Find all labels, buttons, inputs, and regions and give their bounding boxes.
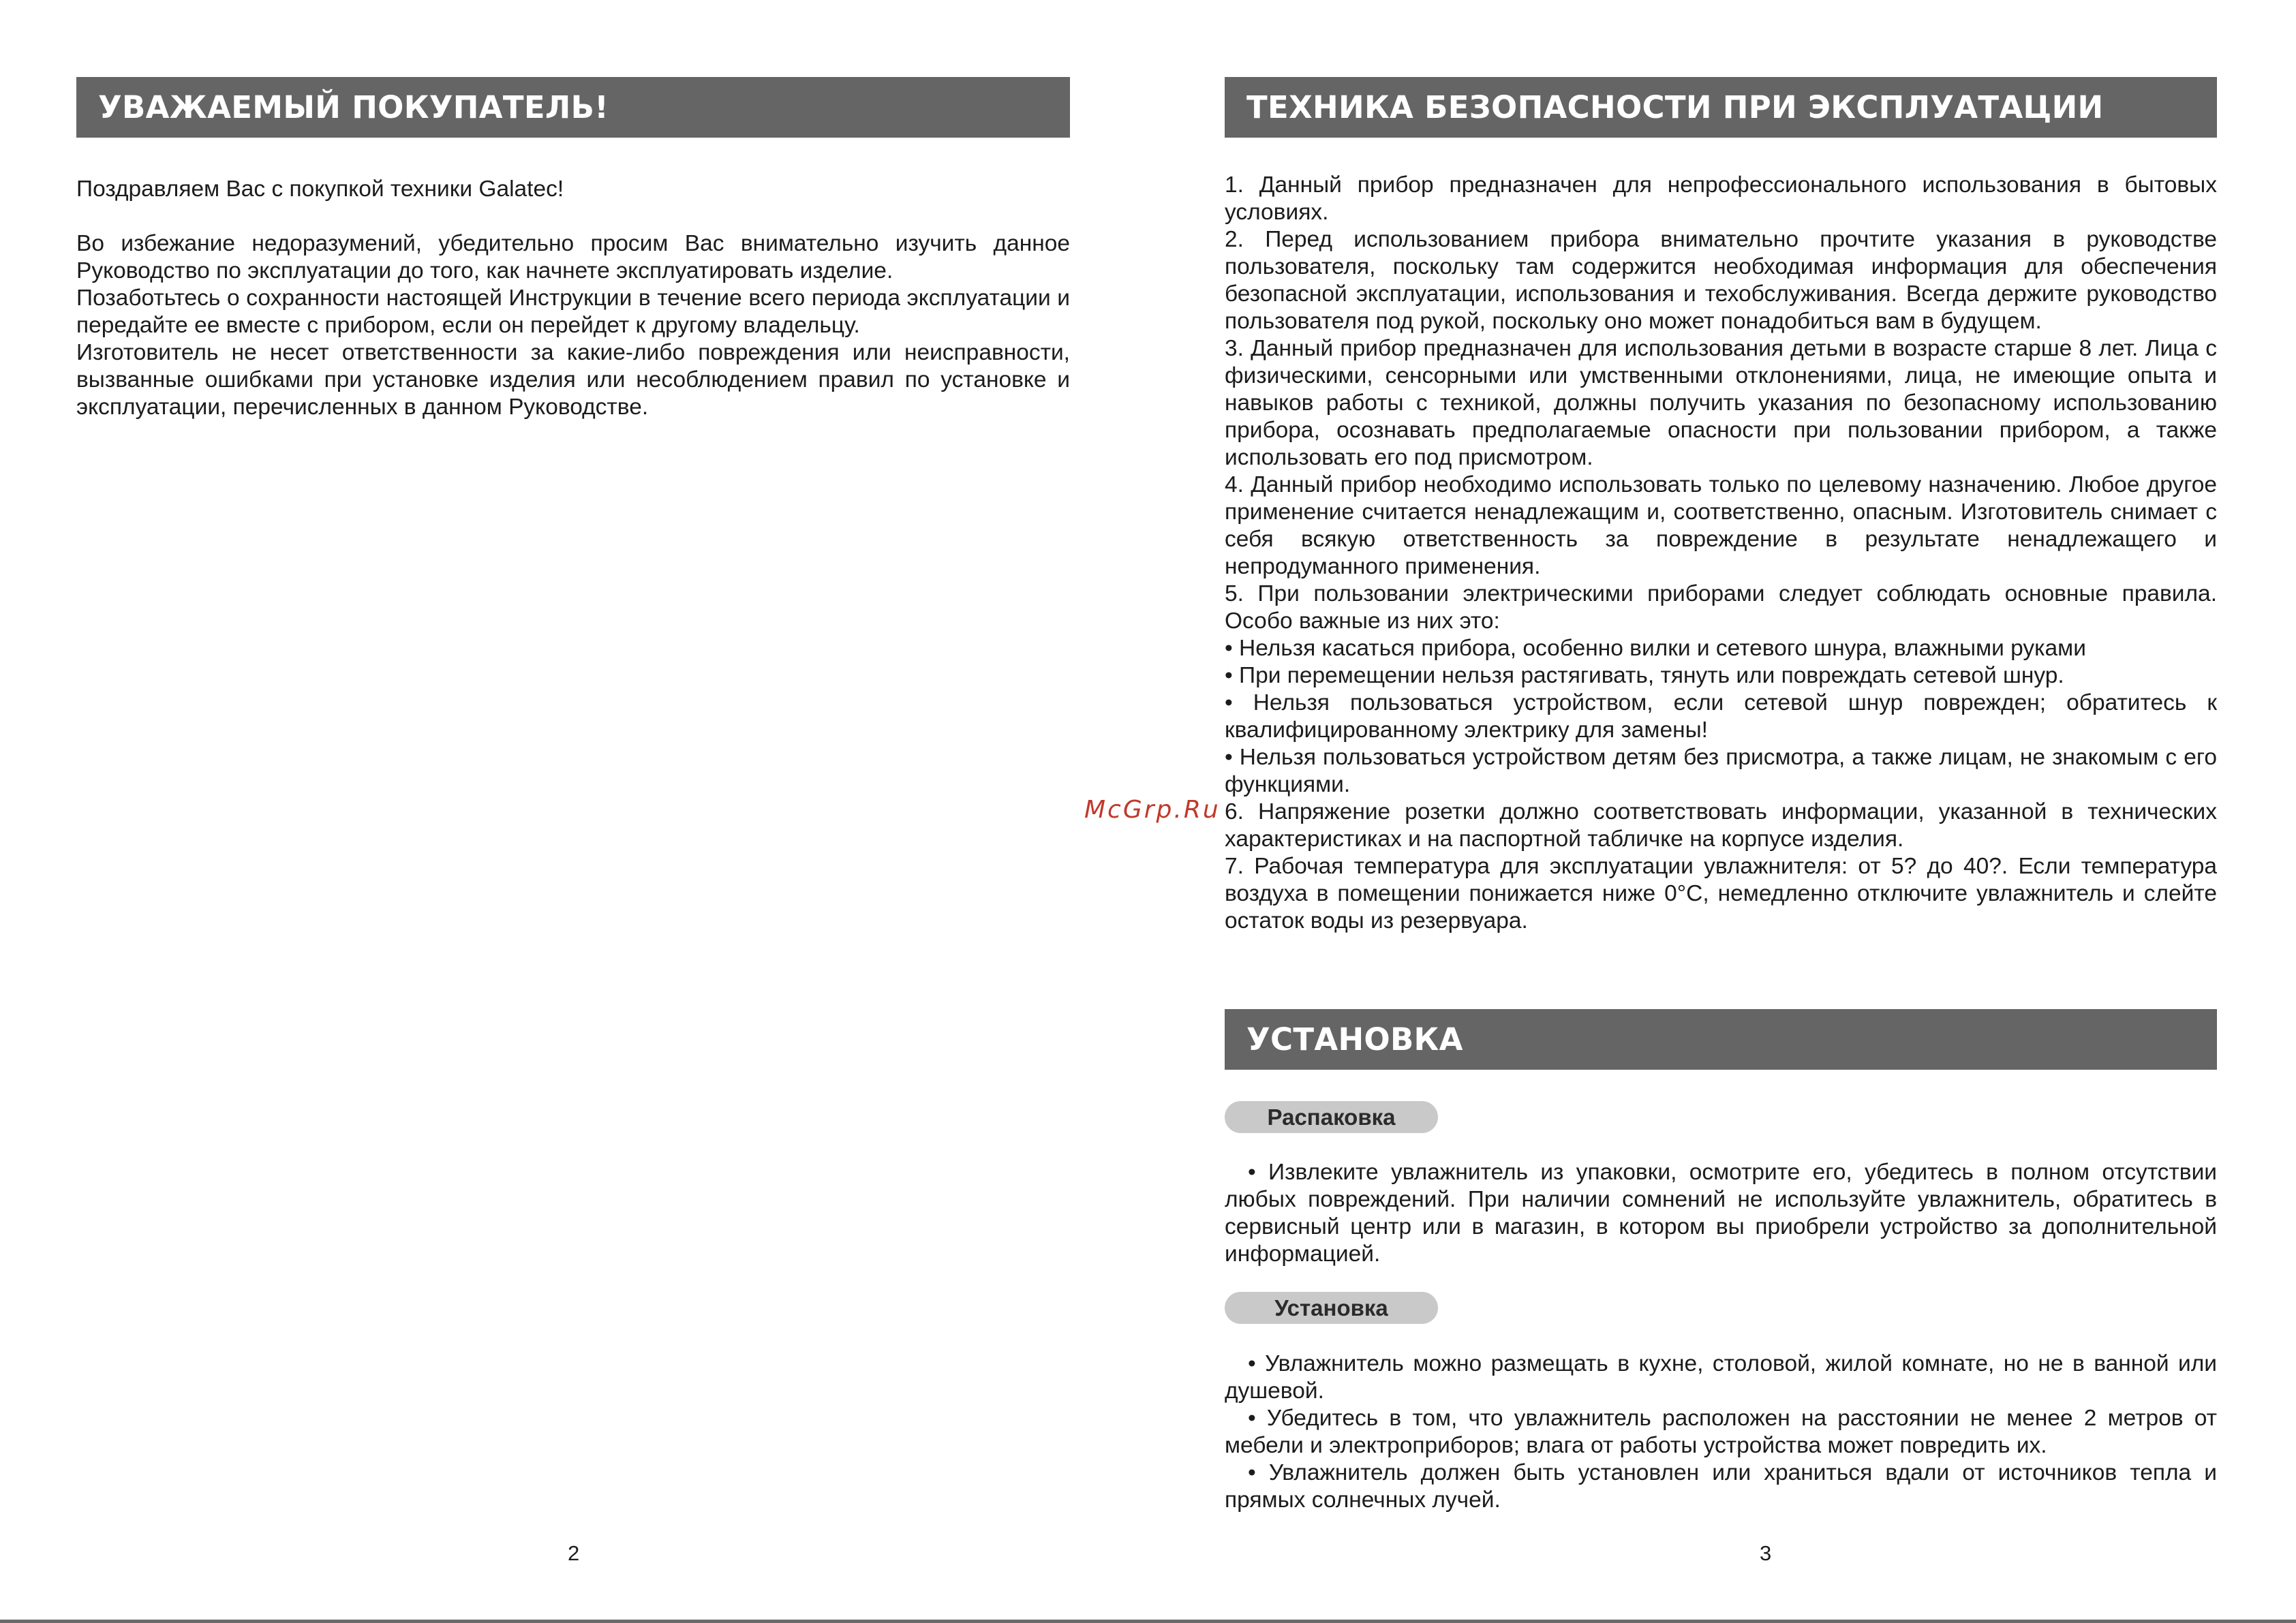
unpacking-label: Распаковка — [1225, 1101, 1438, 1133]
safety-bullet: • Нельзя касаться прибора, особенно вилки и сетевого шнура, влажными руками — [1225, 636, 2086, 661]
safety-bullet: • Нельзя пользоваться устройством детям без присмотра, а также лицам, не знакомым с его функциями. — [1225, 745, 2217, 797]
safety-item: 5. При пользовании электрическими приборами следует соблюдать основные правила. Особо важные из них это: — [1225, 581, 2217, 634]
unpacking-text: • Извлеките увлажнитель из упаковки, осмотрите его, убедитесь в полном отсутствии любых повреждений. При наличии сомнений не используйте увлажнитель, обратитесь в сервисный центр или в магазин, в котором вы приобрели устройство за дополнительной информацией. — [1225, 1160, 2217, 1267]
safety-bullet: • Нельзя пользоваться устройством, если сетевой шнур поврежден; обратитесь к квалифицированному электрику для замены! — [1225, 690, 2217, 743]
installation-banner: УСТАНОВКА — [1225, 1009, 2217, 1070]
body-paragraph: Позаботьтесь о сохранности настоящей Инструкции в течение всего периода эксплуатации и передайте ее вместе с прибором, если он перейдет к другому владельцу. — [76, 285, 1070, 338]
installation-label: Установка — [1225, 1292, 1438, 1324]
safety-item: 1. Данный прибор предназначен для непрофессионального использования в бытовых условиях. — [1225, 172, 2217, 225]
watermark-text: McGrp.Ru — [1084, 796, 1221, 824]
dear-customer-banner: УВАЖАЕМЫЙ ПОКУПАТЕЛЬ! — [76, 77, 1070, 138]
installation-item: • Увлажнитель можно размещать в кухне, столовой, жилой комнате, но не в ванной или душевой. — [1225, 1351, 2217, 1404]
safety-item: 3. Данный прибор предназначен для использования детьми в возрасте старше 8 лет. Лица с физическими, сенсорными или умственными отклонениями, лица, не имеющие опыта и навыков работы с техникой, должны получить указания по безопасному использованию прибора, осознавать предполагаемые опасности при пользовании прибором, а также использовать его под присмотром. — [1225, 336, 2217, 470]
installation-item: • Убедитесь в том, что увлажнитель расположен на расстоянии не менее 2 метров от мебели и электроприборов; влага от работы устройства может повредить их. — [1225, 1406, 2217, 1458]
body-paragraph: Изготовитель не несет ответственности за какие-либо повреждения или неисправности, вызванные ошибками при установке изделия или несоблюдением правил по установке и эксплуатации, перечисленных в данном Руководстве. — [76, 340, 1070, 420]
page-number-right: 3 — [1760, 1541, 1772, 1565]
left-body — [76, 176, 1070, 421]
unpacking-section — [1225, 1159, 2217, 1268]
safety-item: 4. Данный прибор необходимо использовать только по целевому назначению. Любое другое применение считается ненадлежащим и, соответственно, опасным. Изготовитель снимает с себя всякую ответственность за повреждение в результате ненадлежащего и непродуманного применения. — [1225, 472, 2217, 579]
safety-bullet: • При перемещении нельзя растягивать, тянуть или повреждать сетевой шнур. — [1225, 663, 2064, 688]
safety-item: 6. Напряжение розетки должно соответствовать информации, указанной в технических характеристиках и на паспортной табличке на корпусе изделия. — [1225, 799, 2217, 852]
safety-banner: ТЕХНИКА БЕЗОПАСНОСТИ ПРИ ЭКСПЛУАТАЦИИ — [1225, 77, 2217, 138]
bottom-divider — [0, 1620, 2296, 1623]
installation-section — [1225, 1350, 2217, 1514]
safety-list — [1225, 172, 2217, 935]
page-number-left: 2 — [568, 1541, 580, 1565]
safety-item: 2. Перед использованием прибора внимательно прочтите указания в руководстве пользователя, поскольку там содержится необходимая информация для обеспечения безопасной эксплуатации, использования и техобслуживания. Всегда держите руководство пользователя под рукой, поскольку оно может понадобиться вам в будущем. — [1225, 227, 2217, 334]
safety-item: 7. Рабочая температура для эксплуатации увлажнителя: от 5? до 40?. Если температура воздуха в помещении понижается ниже 0°С, немедленно отключите увлажнитель и слейте остаток воды из резервуара. — [1225, 854, 2217, 933]
greeting-text: Поздравляем Вас с покупкой техники Galatec! — [76, 176, 564, 202]
installation-item: • Увлажнитель должен быть установлен или храниться вдали от источников тепла и прямых солнечных лучей. — [1225, 1460, 2217, 1513]
body-paragraph: Во избежание недоразумений, убедительно просим Вас внимательно изучить данное Руководство по эксплуатации до того, как начнете эксплуатировать изделие. — [76, 231, 1070, 283]
